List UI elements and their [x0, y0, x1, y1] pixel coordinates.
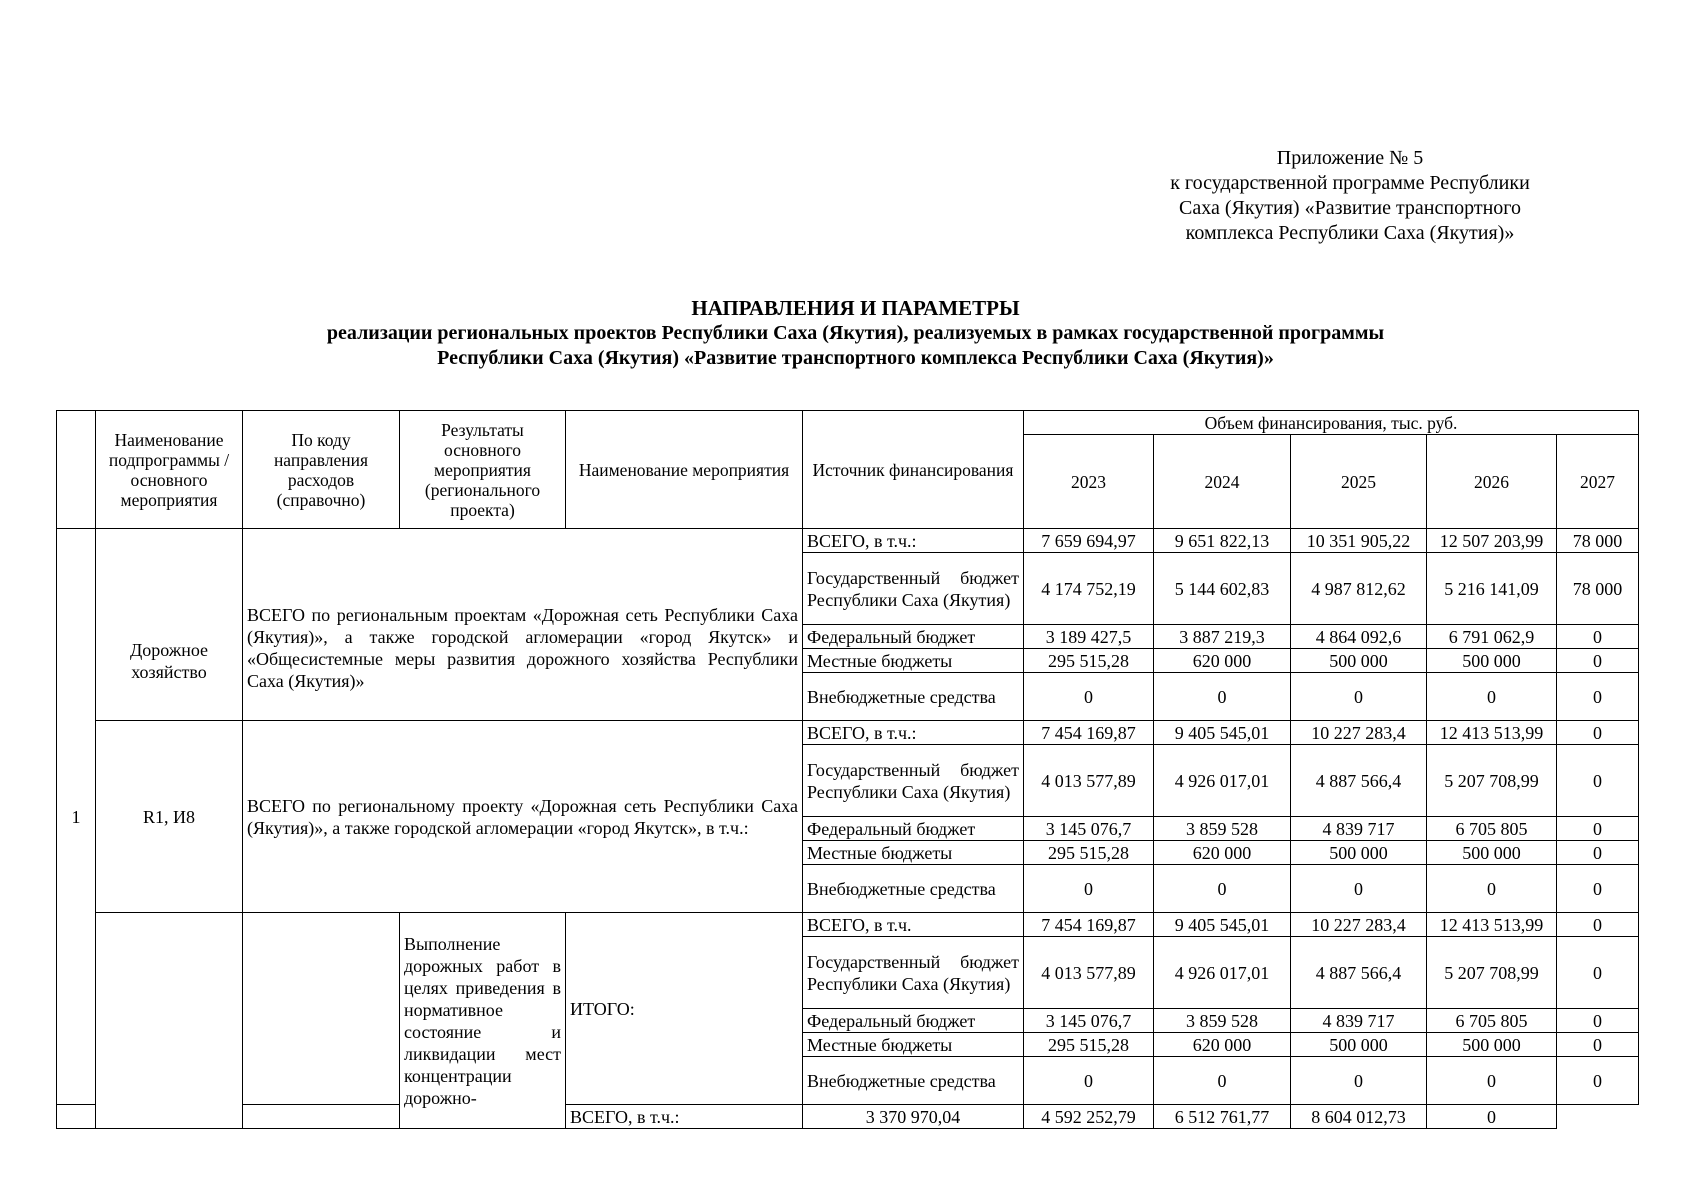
table-row — [57, 1105, 1639, 1129]
source-cell: Государственный бюджет Республики Саха (Якутия) — [803, 937, 1024, 1009]
result-description: Выполнение дорожных работ в целях приведения в нормативное состояние и ликвидации мест концентрации дорожно- — [400, 913, 566, 1129]
source-cell: Федеральный бюджет — [803, 1009, 1024, 1033]
row-number: 1 — [57, 529, 96, 1105]
value-cell: 0 — [1154, 1057, 1291, 1105]
value-cell: 5 144 602,83 — [1154, 553, 1291, 625]
event-name: ИТОГО: — [566, 913, 803, 1105]
value-cell: 3 145 076,7 — [1024, 1009, 1154, 1033]
value-cell: 3 859 528 — [1154, 817, 1291, 841]
value-cell: 6 705 805 — [1427, 1009, 1557, 1033]
value-cell: 4 013 577,89 — [1024, 937, 1154, 1009]
source-cell: ВСЕГО, в т.ч.: — [566, 1105, 803, 1129]
value-cell: 8 604 012,73 — [1291, 1105, 1427, 1129]
appendix-note — [1130, 146, 1570, 246]
value-cell: 10 227 283,4 — [1291, 913, 1427, 937]
value-cell: 295 515,28 — [1024, 649, 1154, 673]
value-cell: 0 — [1557, 817, 1639, 841]
appendix-line: Приложение № 5 — [1276, 147, 1424, 169]
value-cell: 295 515,28 — [1024, 841, 1154, 865]
value-cell: 7 454 169,87 — [1024, 913, 1154, 937]
source-cell: Местные бюджеты — [803, 1033, 1024, 1057]
source-cell: Государственный бюджет Республики Саха (Якутия) — [803, 553, 1024, 625]
value-cell: 0 — [1557, 865, 1639, 913]
value-cell: 7 454 169,87 — [1024, 721, 1154, 745]
source-cell: Местные бюджеты — [803, 649, 1024, 673]
value-cell: 0 — [1557, 841, 1639, 865]
header-subprogram: Наименование подпрограммы /основного мероприятия — [96, 411, 243, 529]
value-cell: 5 216 141,09 — [1427, 553, 1557, 625]
value-cell: 500 000 — [1427, 841, 1557, 865]
value-cell: 4 987 812,62 — [1291, 553, 1427, 625]
group-name: R1, И8 — [96, 721, 243, 913]
group-name: Дорожное хозяйство — [96, 529, 243, 721]
value-cell: 4 887 566,4 — [1291, 937, 1427, 1009]
value-cell: 620 000 — [1154, 841, 1291, 865]
source-cell: ВСЕГО, в т.ч.: — [803, 721, 1024, 745]
value-cell: 295 515,28 — [1024, 1033, 1154, 1057]
value-cell: 3 189 427,5 — [1024, 625, 1154, 649]
empty-code-cell — [243, 913, 400, 1105]
value-cell: 0 — [1557, 625, 1639, 649]
group-description: ВСЕГО по региональному проекту «Дорожная сеть Республики Саха (Якутия)», а также городской агломерации «город Якутск», в т.ч.: — [243, 721, 803, 913]
value-cell: 4 926 017,01 — [1154, 745, 1291, 817]
value-cell: 500 000 — [1427, 1033, 1557, 1057]
header-row — [57, 411, 1639, 435]
value-cell: 12 507 203,99 — [1427, 529, 1557, 553]
source-cell: ВСЕГО, в т.ч. — [803, 913, 1024, 937]
value-cell: 0 — [1557, 745, 1639, 817]
source-cell: Государственный бюджет Республики Саха (Якутия) — [803, 745, 1024, 817]
value-cell: 0 — [1557, 937, 1639, 1009]
value-cell: 6 791 062,9 — [1427, 625, 1557, 649]
value-cell: 7 659 694,97 — [1024, 529, 1154, 553]
table-row — [57, 721, 1639, 745]
value-cell: 4 887 566,4 — [1291, 745, 1427, 817]
source-cell: Федеральный бюджет — [803, 817, 1024, 841]
source-cell: Местные бюджеты — [803, 841, 1024, 865]
header-funding: Объем финансирования, тыс. руб. — [1024, 411, 1639, 435]
value-cell: 0 — [1291, 865, 1427, 913]
value-cell: 0 — [1557, 673, 1639, 721]
source-cell: Внебюджетные средства — [803, 1057, 1024, 1105]
value-cell: 0 — [1024, 1057, 1154, 1105]
value-cell: 3 859 528 — [1154, 1009, 1291, 1033]
header-number-cell — [57, 411, 96, 529]
value-cell: 0 — [1291, 673, 1427, 721]
appendix-line: комплекса Республики Саха (Якутия)» — [1185, 222, 1515, 244]
value-cell: 620 000 — [1154, 1033, 1291, 1057]
source-cell: Внебюджетные средства — [803, 865, 1024, 913]
value-cell: 0 — [1024, 673, 1154, 721]
value-cell: 3 370 970,04 — [803, 1105, 1024, 1129]
source-cell: ВСЕГО, в т.ч.: — [803, 529, 1024, 553]
title-sub: Республики Саха (Якутия) «Развитие транспортного комплекса Республики Саха (Якутия)» — [437, 347, 1274, 369]
value-cell: 0 — [1427, 1057, 1557, 1105]
table-row — [57, 913, 1639, 937]
value-cell: 10 351 905,22 — [1291, 529, 1427, 553]
header-year: 2023 — [1024, 435, 1154, 529]
value-cell: 0 — [1557, 721, 1639, 745]
source-cell: Внебюджетные средства — [803, 673, 1024, 721]
value-cell: 4 839 717 — [1291, 1009, 1427, 1033]
value-cell: 5 207 708,99 — [1427, 745, 1557, 817]
value-cell: 0 — [1427, 673, 1557, 721]
value-cell: 620 000 — [1154, 649, 1291, 673]
title-sub: реализации региональных проектов Республики Саха (Якутия), реализуемых в рамках государственной программы — [326, 322, 1385, 344]
source-cell: Федеральный бюджет — [803, 625, 1024, 649]
value-cell: 9 405 545,01 — [1154, 913, 1291, 937]
value-cell: 4 013 577,89 — [1024, 745, 1154, 817]
header-year: 2025 — [1291, 435, 1427, 529]
value-cell: 500 000 — [1427, 649, 1557, 673]
value-cell: 4 592 252,79 — [1024, 1105, 1154, 1129]
value-cell: 3 887 219,3 — [1154, 625, 1291, 649]
value-cell: 5 207 708,99 — [1427, 937, 1557, 1009]
value-cell: 0 — [1154, 673, 1291, 721]
header-source: Источник финансирования — [803, 411, 1024, 529]
appendix-line: к государственной программе Республики — [1170, 172, 1530, 194]
title-main: НАПРАВЛЕНИЯ И ПАРАМЕТРЫ — [691, 296, 1020, 320]
header-year: 2027 — [1557, 435, 1639, 529]
value-cell: 12 413 513,99 — [1427, 913, 1557, 937]
value-cell: 0 — [1557, 1009, 1639, 1033]
group-description: ВСЕГО по региональным проектам «Дорожная сеть Республики Саха (Якутия)», а также городской агломерации «город Якутск» и «Общесистемные меры развития дорожного хозяйства Республики Саха (Якутия)» — [243, 529, 803, 721]
header-event: Наименование мероприятия — [566, 411, 803, 529]
value-cell: 0 — [1557, 1033, 1639, 1057]
value-cell: 0 — [1291, 1057, 1427, 1105]
value-cell: 500 000 — [1291, 841, 1427, 865]
header-code: По коду направления расходов (справочно) — [243, 411, 400, 529]
header-year: 2026 — [1427, 435, 1557, 529]
funding-table — [56, 410, 1639, 1129]
value-cell: 0 — [1427, 1105, 1557, 1129]
header-year: 2024 — [1154, 435, 1291, 529]
value-cell: 0 — [1557, 649, 1639, 673]
value-cell: 6 705 805 — [1427, 817, 1557, 841]
value-cell: 4 864 092,6 — [1291, 625, 1427, 649]
value-cell: 0 — [1024, 865, 1154, 913]
empty-code-cell — [57, 1105, 96, 1129]
value-cell: 10 227 283,4 — [1291, 721, 1427, 745]
value-cell: 3 145 076,7 — [1024, 817, 1154, 841]
value-cell: 6 512 761,77 — [1154, 1105, 1291, 1129]
value-cell: 500 000 — [1291, 649, 1427, 673]
value-cell: 4 839 717 — [1291, 817, 1427, 841]
value-cell: 500 000 — [1291, 1033, 1427, 1057]
value-cell: 9 651 822,13 — [1154, 529, 1291, 553]
value-cell: 0 — [1557, 1057, 1639, 1105]
value-cell: 4 174 752,19 — [1024, 553, 1154, 625]
value-cell: 78 000 — [1557, 553, 1639, 625]
value-cell: 4 926 017,01 — [1154, 937, 1291, 1009]
value-cell: 0 — [1427, 865, 1557, 913]
empty-event-cell — [243, 1105, 400, 1129]
header-results: Результаты основного мероприятия (регионального проекта) — [400, 411, 566, 529]
appendix-line: Саха (Якутия) «Развитие транспортного — [1179, 197, 1521, 219]
value-cell: 12 413 513,99 — [1427, 721, 1557, 745]
empty-subprogram-cell — [96, 913, 243, 1129]
document-title — [0, 296, 1697, 371]
value-cell: 0 — [1557, 913, 1639, 937]
table-row — [57, 529, 1639, 553]
value-cell: 0 — [1154, 865, 1291, 913]
value-cell: 9 405 545,01 — [1154, 721, 1291, 745]
value-cell: 78 000 — [1557, 529, 1639, 553]
